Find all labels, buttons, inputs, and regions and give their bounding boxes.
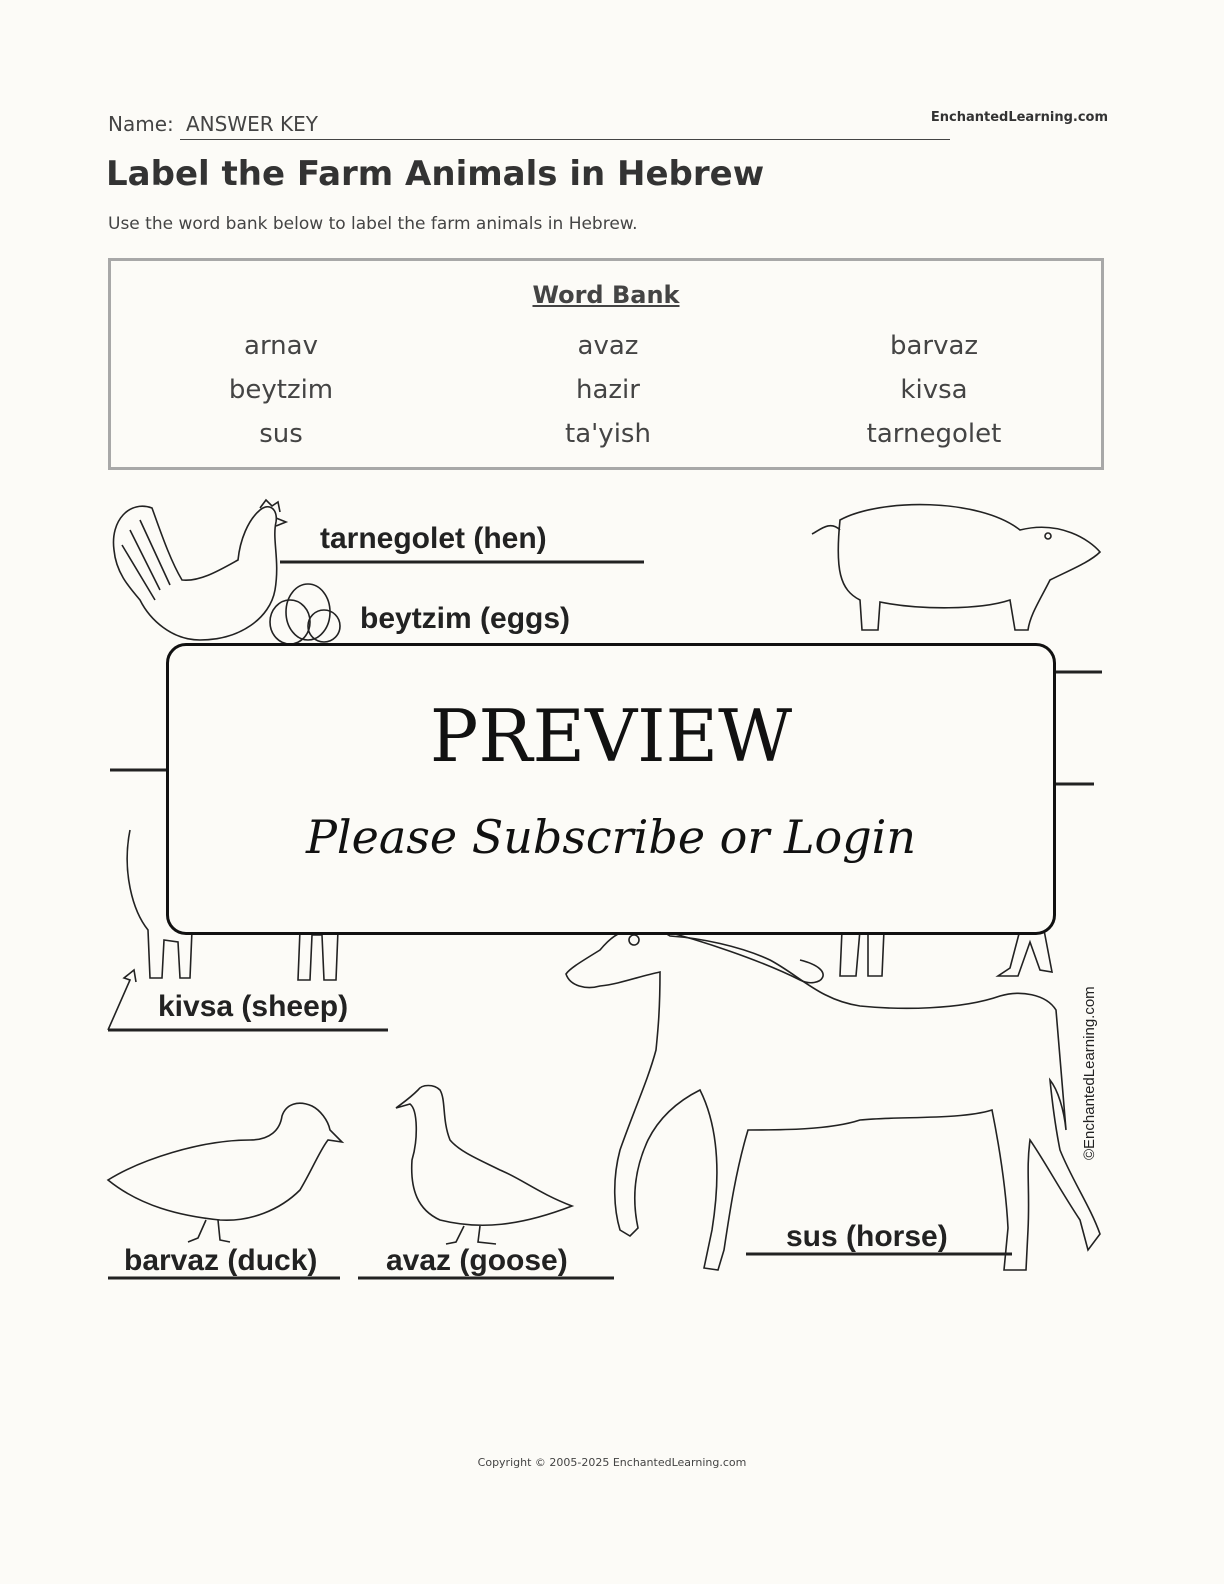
eggs-label: beytzim (eggs) — [360, 602, 571, 635]
word-bank-word: beytzim — [228, 375, 334, 405]
goose-drawing — [396, 1086, 572, 1245]
goose-label: avaz (goose) — [386, 1244, 568, 1277]
word-bank-word: kivsa — [900, 375, 968, 405]
duck-drawing — [108, 1103, 342, 1242]
name-field — [108, 108, 950, 140]
name-value: ANSWER KEY — [186, 112, 318, 136]
goat-drawing — [840, 930, 1052, 976]
pig-drawing — [812, 505, 1100, 630]
word-bank-word: ta'yish — [565, 419, 651, 449]
preview-overlay[interactable] — [166, 643, 1056, 935]
hen-label: tarnegolet (hen) — [320, 522, 547, 555]
horse-label: sus (horse) — [786, 1220, 948, 1253]
word-bank-word: hazir — [576, 375, 640, 405]
hen-drawing — [113, 500, 286, 640]
site-name[interactable]: EnchantedLearning.com — [930, 110, 1108, 125]
word-bank-word: tarnegolet — [866, 419, 1002, 449]
instructions: Use the word bank below to label the farm animals in Hebrew. — [108, 214, 638, 234]
preview-title: PREVIEW — [429, 694, 793, 778]
word-bank-word: avaz — [577, 331, 639, 361]
word-bank-word: sus — [259, 419, 303, 449]
figure-watermark: ©EnchantedLearning.com — [1081, 986, 1098, 1160]
word-bank-word: barvaz — [889, 331, 979, 361]
name-underline — [180, 139, 950, 140]
page-title: Label the Farm Animals in Hebrew — [106, 154, 765, 194]
name-label: Name: — [108, 112, 174, 136]
sheep-label: kivsa (sheep) — [158, 990, 349, 1023]
horse-drawing — [566, 930, 1100, 1270]
word-bank-title: Word Bank — [532, 281, 680, 309]
copyright: Copyright © 2005-2025 EnchantedLearning.com — [477, 1456, 747, 1469]
subscribe-login-prompt[interactable]: Please Subscribe or Login — [305, 810, 917, 864]
duck-label: barvaz (duck) — [124, 1244, 318, 1277]
word-bank — [108, 258, 1104, 470]
eggs-drawing — [270, 584, 340, 644]
word-bank-word: arnav — [244, 331, 318, 361]
